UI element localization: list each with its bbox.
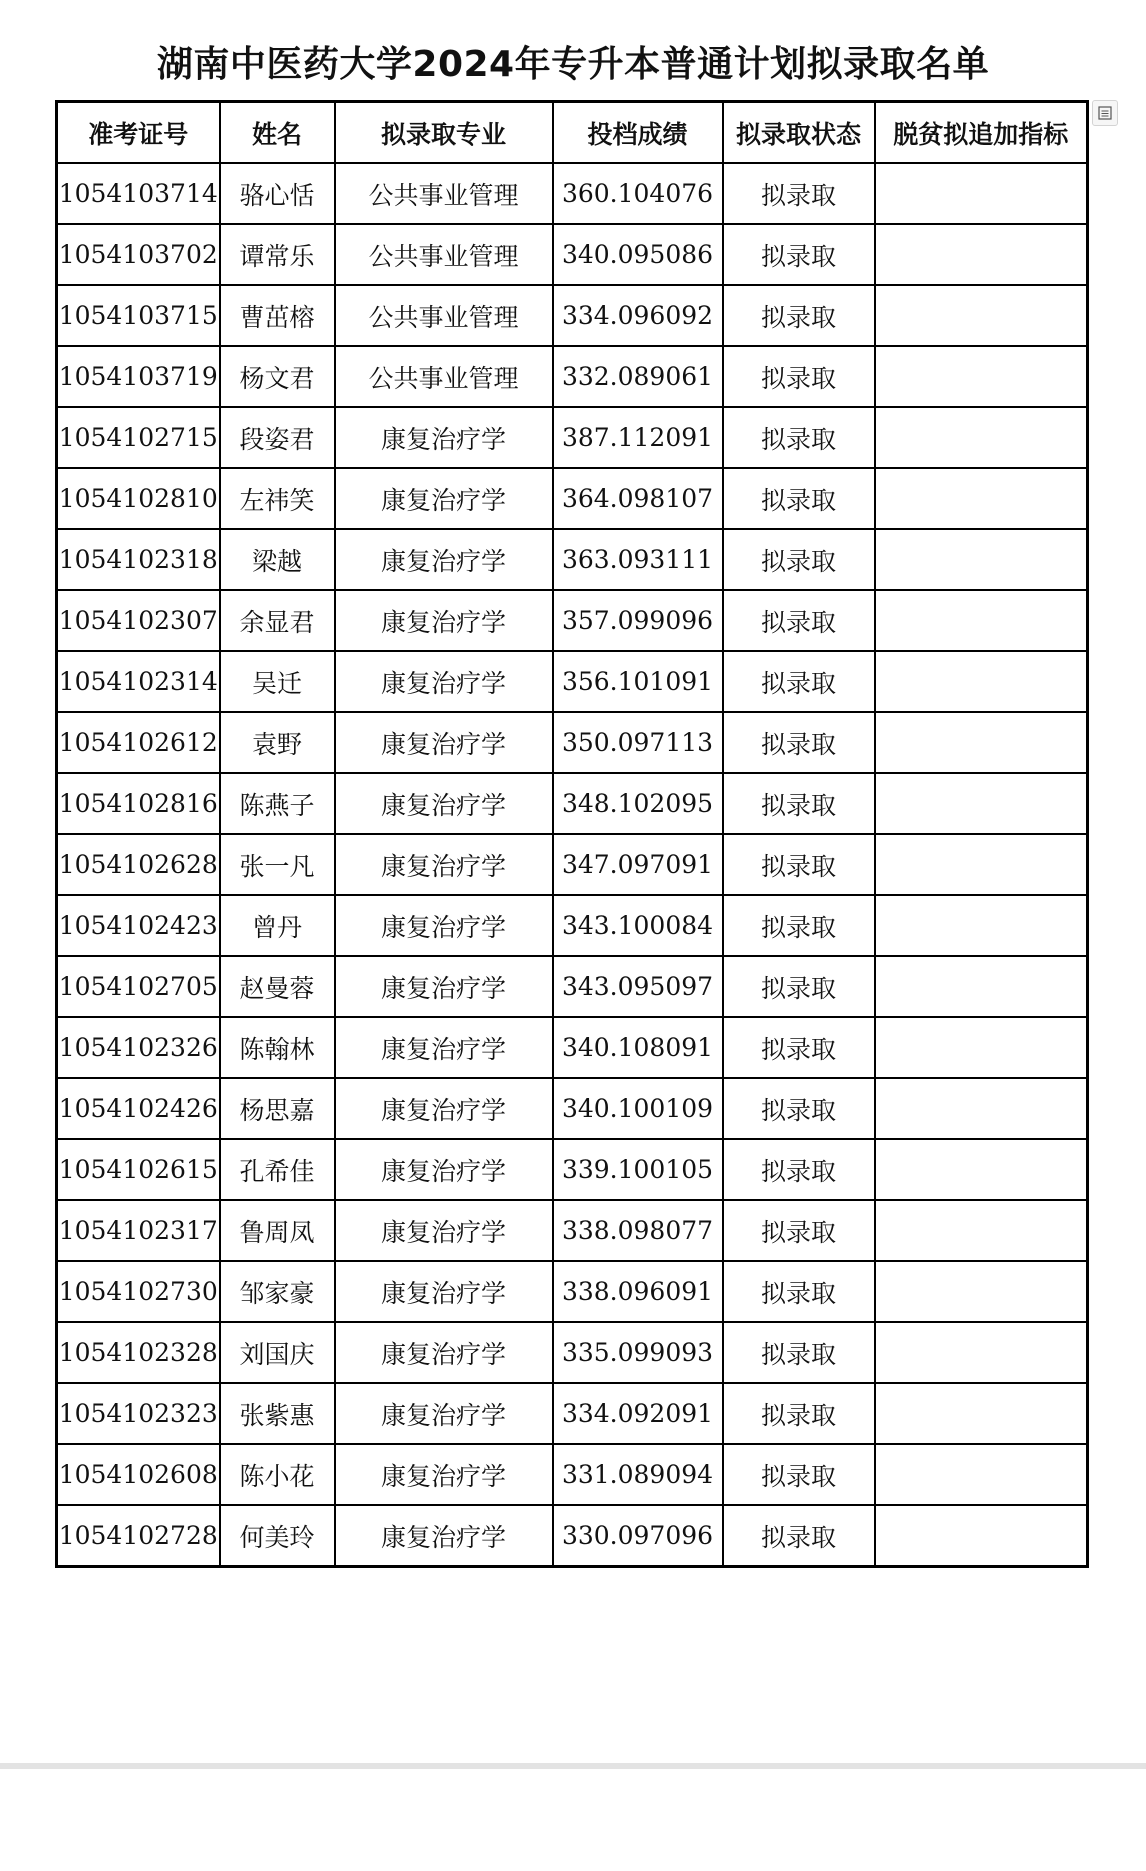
cell-score: 347.097091	[553, 834, 723, 895]
cell-exam-number: 1054102318	[57, 529, 220, 590]
cell-poverty-quota	[875, 712, 1088, 773]
cell-name: 陈翰林	[220, 1017, 335, 1078]
cell-major: 康复治疗学	[335, 651, 553, 712]
cell-major: 公共事业管理	[335, 285, 553, 346]
cell-exam-number: 1054102328	[57, 1322, 220, 1383]
cell-status: 拟录取	[723, 346, 875, 407]
cell-name: 袁野	[220, 712, 335, 773]
cell-poverty-quota	[875, 1505, 1088, 1567]
cell-poverty-quota	[875, 834, 1088, 895]
cell-status: 拟录取	[723, 712, 875, 773]
table-row	[57, 1017, 1088, 1078]
cell-score: 360.104076	[553, 163, 723, 224]
cell-exam-number: 1054102730	[57, 1261, 220, 1322]
cell-major: 康复治疗学	[335, 407, 553, 468]
cell-name: 梁越	[220, 529, 335, 590]
cell-exam-number: 1054102816	[57, 773, 220, 834]
cell-score: 338.098077	[553, 1200, 723, 1261]
table-row	[57, 1322, 1088, 1383]
cell-status: 拟录取	[723, 1322, 875, 1383]
table-row	[57, 285, 1088, 346]
cell-exam-number: 1054102628	[57, 834, 220, 895]
cell-status: 拟录取	[723, 590, 875, 651]
cell-poverty-quota	[875, 224, 1088, 285]
table-row	[57, 1200, 1088, 1261]
table-row	[57, 956, 1088, 1017]
cell-poverty-quota	[875, 346, 1088, 407]
cell-poverty-quota	[875, 1444, 1088, 1505]
admission-table	[55, 100, 1089, 1568]
cell-poverty-quota	[875, 1261, 1088, 1322]
cell-status: 拟录取	[723, 468, 875, 529]
cell-poverty-quota	[875, 529, 1088, 590]
cell-name: 左祎笑	[220, 468, 335, 529]
cell-major: 康复治疗学	[335, 773, 553, 834]
cell-status: 拟录取	[723, 407, 875, 468]
cell-major: 康复治疗学	[335, 834, 553, 895]
cell-exam-number: 1054102612	[57, 712, 220, 773]
cell-name: 曹茁榕	[220, 285, 335, 346]
cell-name: 余显君	[220, 590, 335, 651]
cell-major: 康复治疗学	[335, 712, 553, 773]
cell-name: 张一凡	[220, 834, 335, 895]
header-poverty-quota: 脱贫拟追加指标	[875, 102, 1088, 164]
table-row	[57, 346, 1088, 407]
cell-score: 363.093111	[553, 529, 723, 590]
cell-name: 何美玲	[220, 1505, 335, 1567]
cell-major: 康复治疗学	[335, 1078, 553, 1139]
cell-status: 拟录取	[723, 651, 875, 712]
cell-status: 拟录取	[723, 834, 875, 895]
cell-exam-number: 1054102705	[57, 956, 220, 1017]
cell-exam-number: 1054102326	[57, 1017, 220, 1078]
cell-exam-number: 1054102810	[57, 468, 220, 529]
cell-status: 拟录取	[723, 285, 875, 346]
cell-status: 拟录取	[723, 529, 875, 590]
cell-status: 拟录取	[723, 1078, 875, 1139]
cell-score: 340.100109	[553, 1078, 723, 1139]
cell-name: 鲁周凤	[220, 1200, 335, 1261]
cell-score: 340.108091	[553, 1017, 723, 1078]
cell-major: 康复治疗学	[335, 1139, 553, 1200]
header-score: 投档成绩	[553, 102, 723, 164]
cell-exam-number: 1054103719	[57, 346, 220, 407]
cell-name: 谭常乐	[220, 224, 335, 285]
cell-exam-number: 1054102423	[57, 895, 220, 956]
cell-poverty-quota	[875, 1383, 1088, 1444]
cell-score: 350.097113	[553, 712, 723, 773]
cell-poverty-quota	[875, 285, 1088, 346]
cell-name: 杨文君	[220, 346, 335, 407]
cell-major: 康复治疗学	[335, 956, 553, 1017]
fullscreen-icon-glyph	[1097, 105, 1113, 121]
cell-poverty-quota	[875, 1017, 1088, 1078]
cell-name: 刘国庆	[220, 1322, 335, 1383]
cell-poverty-quota	[875, 895, 1088, 956]
cell-score: 364.098107	[553, 468, 723, 529]
cell-name: 赵曼蓉	[220, 956, 335, 1017]
cell-name: 吴迁	[220, 651, 335, 712]
cell-exam-number: 1054102715	[57, 407, 220, 468]
cell-score: 357.099096	[553, 590, 723, 651]
table-row	[57, 407, 1088, 468]
cell-name: 孔希佳	[220, 1139, 335, 1200]
cell-score: 335.099093	[553, 1322, 723, 1383]
table-row	[57, 895, 1088, 956]
cell-poverty-quota	[875, 1078, 1088, 1139]
cell-major: 康复治疗学	[335, 468, 553, 529]
cell-name: 邹家豪	[220, 1261, 335, 1322]
cell-major: 康复治疗学	[335, 1444, 553, 1505]
cell-major: 康复治疗学	[335, 1505, 553, 1567]
cell-major: 康复治疗学	[335, 529, 553, 590]
table-header-row	[57, 102, 1088, 164]
cell-score: 340.095086	[553, 224, 723, 285]
table-row	[57, 773, 1088, 834]
cell-status: 拟录取	[723, 1383, 875, 1444]
table-body	[57, 163, 1088, 1567]
cell-score: 356.101091	[553, 651, 723, 712]
cell-status: 拟录取	[723, 956, 875, 1017]
table-row	[57, 163, 1088, 224]
cell-score: 343.100084	[553, 895, 723, 956]
cell-major: 康复治疗学	[335, 1261, 553, 1322]
cell-exam-number: 1054102314	[57, 651, 220, 712]
cell-major: 康复治疗学	[335, 590, 553, 651]
table-row	[57, 712, 1088, 773]
cell-poverty-quota	[875, 407, 1088, 468]
table-row	[57, 1444, 1088, 1505]
cell-exam-number: 1054102317	[57, 1200, 220, 1261]
cell-status: 拟录取	[723, 1139, 875, 1200]
cell-score: 338.096091	[553, 1261, 723, 1322]
cell-major: 康复治疗学	[335, 1200, 553, 1261]
cell-exam-number: 1054102323	[57, 1383, 220, 1444]
cell-exam-number: 1054102728	[57, 1505, 220, 1567]
cell-name: 曾丹	[220, 895, 335, 956]
cell-name: 陈燕子	[220, 773, 335, 834]
cell-poverty-quota	[875, 1139, 1088, 1200]
cell-major: 公共事业管理	[335, 224, 553, 285]
cell-exam-number: 1054103714	[57, 163, 220, 224]
page-title: 湖南中医药大学2024年专升本普通计划拟录取名单	[156, 44, 990, 85]
cell-score: 339.100105	[553, 1139, 723, 1200]
cell-poverty-quota	[875, 590, 1088, 651]
viewer-bottom-area	[0, 1769, 1146, 1871]
cell-exam-number: 1054103702	[57, 224, 220, 285]
header-major: 拟录取专业	[335, 102, 553, 164]
cell-exam-number: 1054102307	[57, 590, 220, 651]
cell-score: 334.092091	[553, 1383, 723, 1444]
cell-poverty-quota	[875, 773, 1088, 834]
cell-status: 拟录取	[723, 1017, 875, 1078]
cell-name: 骆心恬	[220, 163, 335, 224]
cell-status: 拟录取	[723, 1505, 875, 1567]
table-row	[57, 529, 1088, 590]
cell-major: 康复治疗学	[335, 1017, 553, 1078]
table-row	[57, 468, 1088, 529]
cell-poverty-quota	[875, 651, 1088, 712]
cell-name: 杨思嘉	[220, 1078, 335, 1139]
cell-status: 拟录取	[723, 1261, 875, 1322]
header-name: 姓名	[220, 102, 335, 164]
cell-poverty-quota	[875, 1200, 1088, 1261]
cell-name: 段姿君	[220, 407, 335, 468]
cell-exam-number: 1054103715	[57, 285, 220, 346]
cell-status: 拟录取	[723, 224, 875, 285]
table-row	[57, 1139, 1088, 1200]
cell-exam-number: 1054102426	[57, 1078, 220, 1139]
cell-major: 康复治疗学	[335, 895, 553, 956]
cell-status: 拟录取	[723, 895, 875, 956]
cell-major: 公共事业管理	[335, 346, 553, 407]
cell-status: 拟录取	[723, 163, 875, 224]
cell-score: 343.095097	[553, 956, 723, 1017]
table-row	[57, 1505, 1088, 1567]
cell-score: 348.102095	[553, 773, 723, 834]
cell-name: 张紫惠	[220, 1383, 335, 1444]
table-row	[57, 651, 1088, 712]
cell-poverty-quota	[875, 163, 1088, 224]
table-row	[57, 1078, 1088, 1139]
table-row	[57, 1261, 1088, 1322]
cell-exam-number: 1054102608	[57, 1444, 220, 1505]
header-status: 拟录取状态	[723, 102, 875, 164]
cell-score: 331.089094	[553, 1444, 723, 1505]
cell-score: 387.112091	[553, 407, 723, 468]
cell-status: 拟录取	[723, 773, 875, 834]
cell-name: 陈小花	[220, 1444, 335, 1505]
cell-major: 康复治疗学	[335, 1383, 553, 1444]
cell-major: 公共事业管理	[335, 163, 553, 224]
cell-poverty-quota	[875, 956, 1088, 1017]
cell-score: 334.096092	[553, 285, 723, 346]
cell-exam-number: 1054102615	[57, 1139, 220, 1200]
cell-status: 拟录取	[723, 1444, 875, 1505]
table-row	[57, 224, 1088, 285]
table-row	[57, 834, 1088, 895]
cell-poverty-quota	[875, 1322, 1088, 1383]
cell-status: 拟录取	[723, 1200, 875, 1261]
cell-poverty-quota	[875, 468, 1088, 529]
cell-score: 332.089061	[553, 346, 723, 407]
table-row	[57, 590, 1088, 651]
fullscreen-icon[interactable]	[1092, 100, 1118, 126]
header-exam-number: 准考证号	[57, 102, 220, 164]
cell-major: 康复治疗学	[335, 1322, 553, 1383]
cell-score: 330.097096	[553, 1505, 723, 1567]
table-row	[57, 1383, 1088, 1444]
